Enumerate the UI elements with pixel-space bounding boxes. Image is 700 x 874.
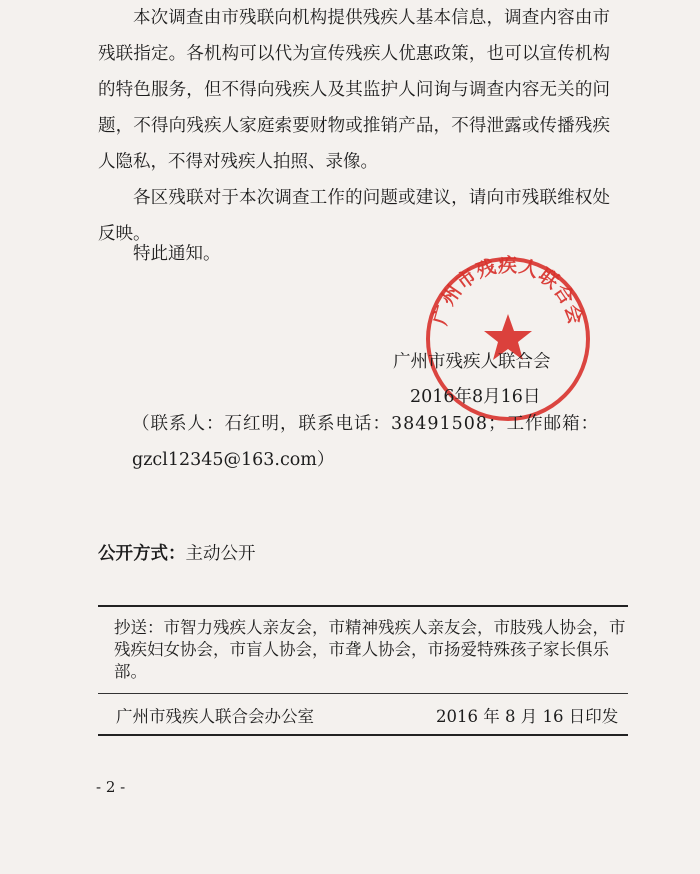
footer-office: 广州市残疾人联合会办公室 <box>116 707 314 726</box>
middle-divider <box>98 693 628 694</box>
cc-label: 抄送： <box>114 618 164 637</box>
contact-line-1: （联系人：石红明，联系电话：38491508；工作邮箱： <box>132 414 600 434</box>
bottom-divider <box>98 734 628 736</box>
disclosure-label: 公开方式： <box>98 544 186 564</box>
disclosure-row <box>98 540 256 565</box>
cc-recipients: 市智力残疾人亲友会，市精神残疾人亲友会，市肢残人协会，市残疾妇女协会，市盲人协会，市聋人协会，市扬爱特殊孩子家长俱乐部。 <box>114 618 626 681</box>
body-paragraph-1: 本次调查由市残联向机构提供残疾人基本信息，调查内容由市残联指定。各机构可以代为宣传残疾人优惠政策，也可以宣传机构的特色服务，但不得向残疾人及其监护人问询与调查内容无关的问题，不得向残疾人家庭索要财物或推销产品，不得泄露或传播残疾人隐私，不得对残疾人拍照、录像。 <box>98 8 610 172</box>
contact-line-2: gzcl12345@163.com） <box>132 450 335 470</box>
cc-block <box>114 617 634 683</box>
page-number: - 2 - <box>96 778 126 796</box>
footer-print-date: 2016 年 8 月 16 日印发 <box>436 707 619 726</box>
disclosure-value: 主动公开 <box>185 544 256 564</box>
top-divider <box>98 605 628 607</box>
body-paragraph-3: 特此通知。 <box>133 244 221 264</box>
signature-date: 2016年8月16日 <box>410 387 541 407</box>
signature-org: 广州市残疾人联合会 <box>393 352 551 372</box>
seal-text: 广州市残疾人联合会 <box>429 254 587 328</box>
body-paragraph-2: 各区残联对于本次调查工作的问题或建议，请向市残联维权处反映。 <box>98 188 610 244</box>
